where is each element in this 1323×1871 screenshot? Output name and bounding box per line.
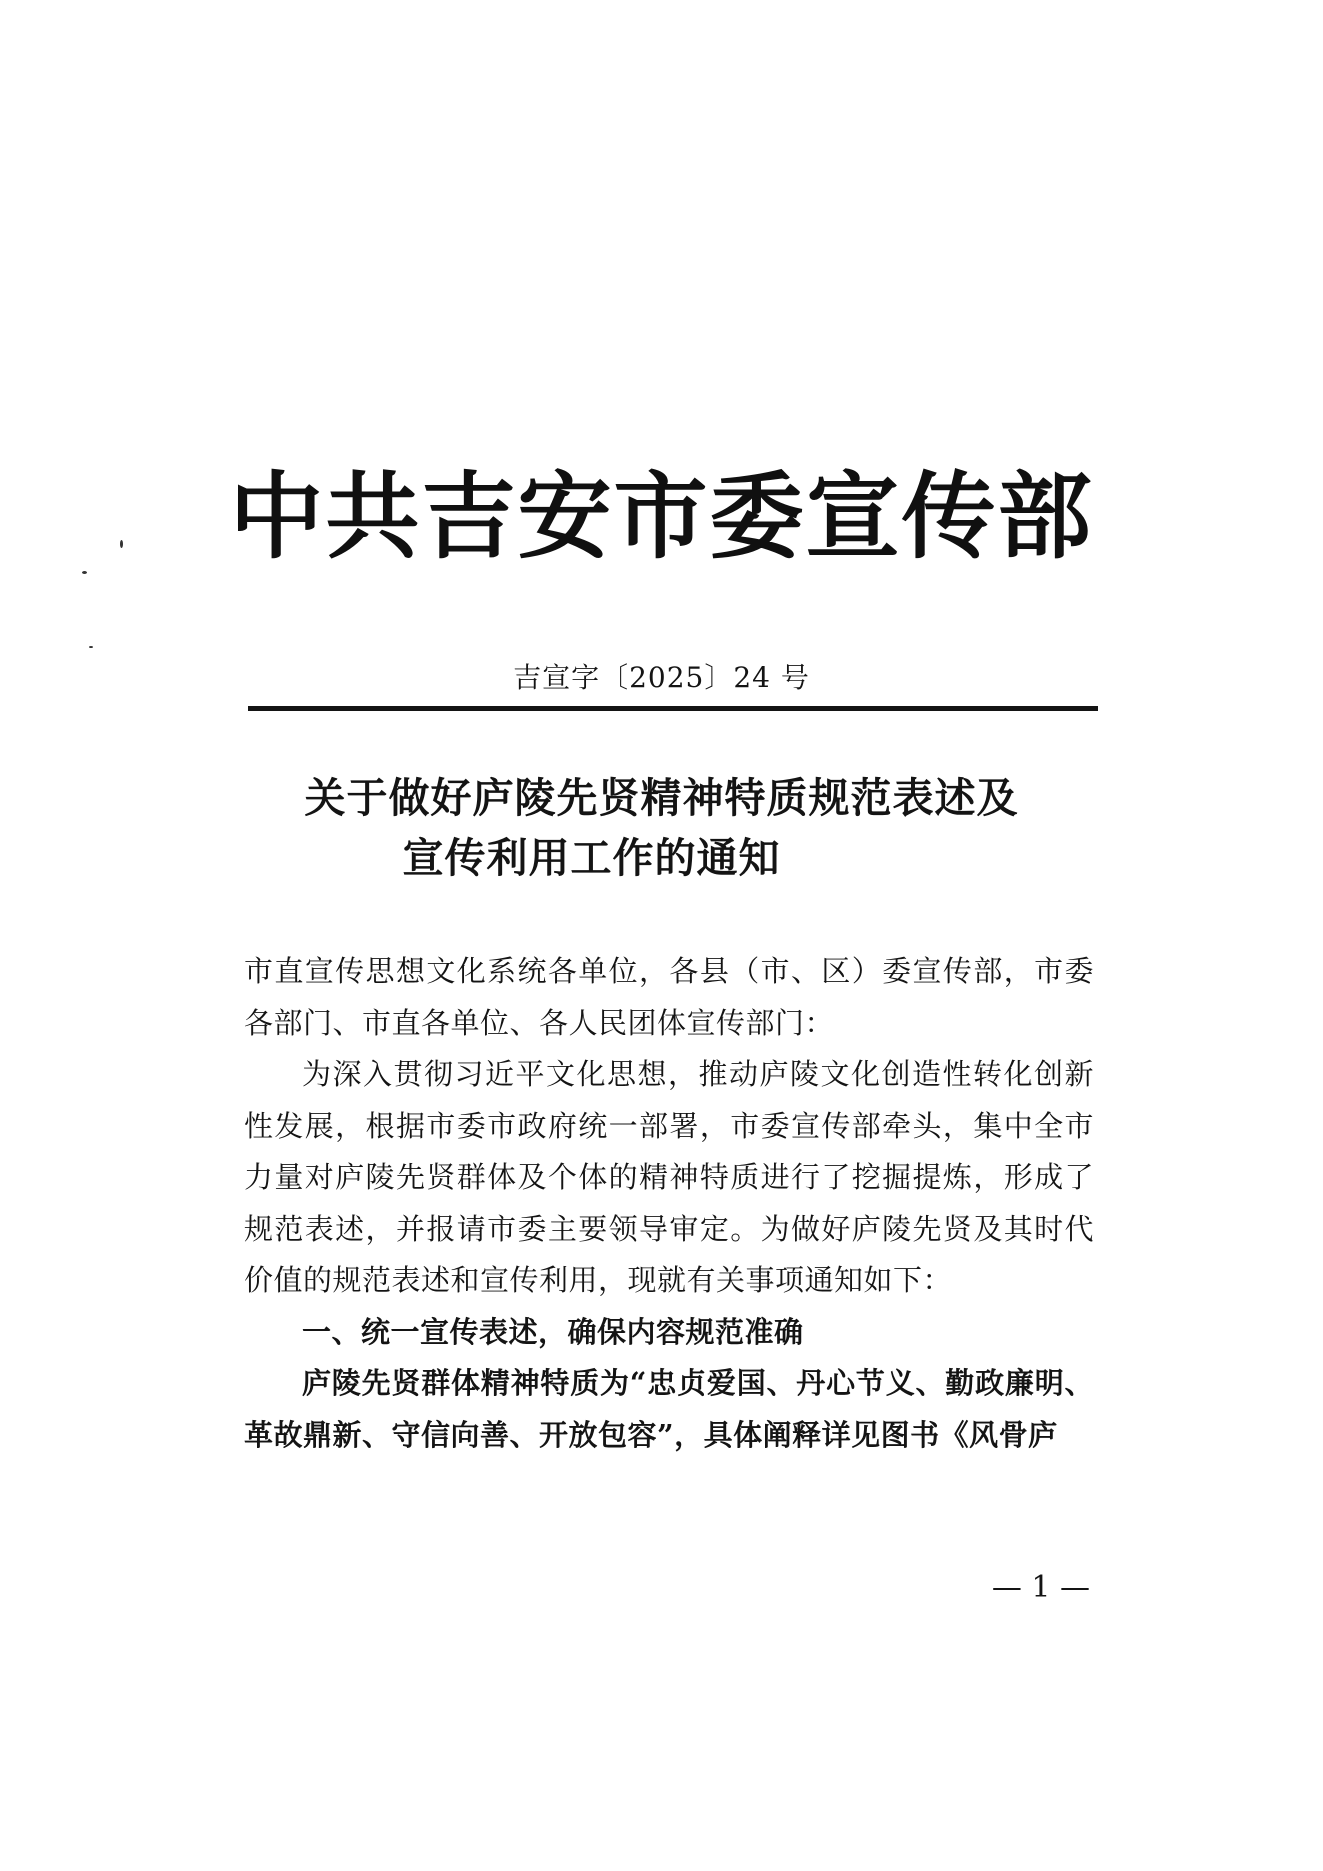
scan-speck [89, 646, 93, 648]
document-number: 吉宣字〔2025〕24 号 [513, 661, 810, 694]
body-paragraph: 为深入贯彻习近平文化思想，推动庐陵文化创造性转化创新性发展，根据市委市政府统一部署，市委宣传部牵头，集中全市力量对庐陵先贤群体及个体的精神特质进行了挖掘提炼，形成了规范表述，并报请市委主要领导审定。为做好庐陵先贤及其时代价值的规范表述和宣传利用，现就有关事项通知如下： [244, 1057, 1094, 1297]
page-number: — 1 — [991, 1570, 1090, 1605]
title-line-2: 宣传利用工作的通知 [402, 834, 781, 882]
body-paragraph: 庐陵先贤群体精神特质为“忠贞爱国、丹心节义、勤政廉明、革故鼎新、守信向善、开放包容”，具体阐释详见图书《风骨庐 [244, 1366, 1094, 1452]
section-heading: 一、统一宣传表述，确保内容规范准确 [302, 1314, 804, 1349]
title-line-1: 关于做好庐陵先贤精神特质规范表述及 [304, 774, 1019, 822]
issuer-name: 中共吉安市委宣传部 [229, 463, 1094, 572]
document-body [244, 946, 1094, 1461]
addressee: 市直宣传思想文化系统各单位，各县（市、区）委宣传部，市委各部门、市直各单位、各人民团体宣传部门： [244, 954, 1094, 1040]
header-divider [248, 706, 1098, 711]
document-title [0, 768, 1323, 888]
